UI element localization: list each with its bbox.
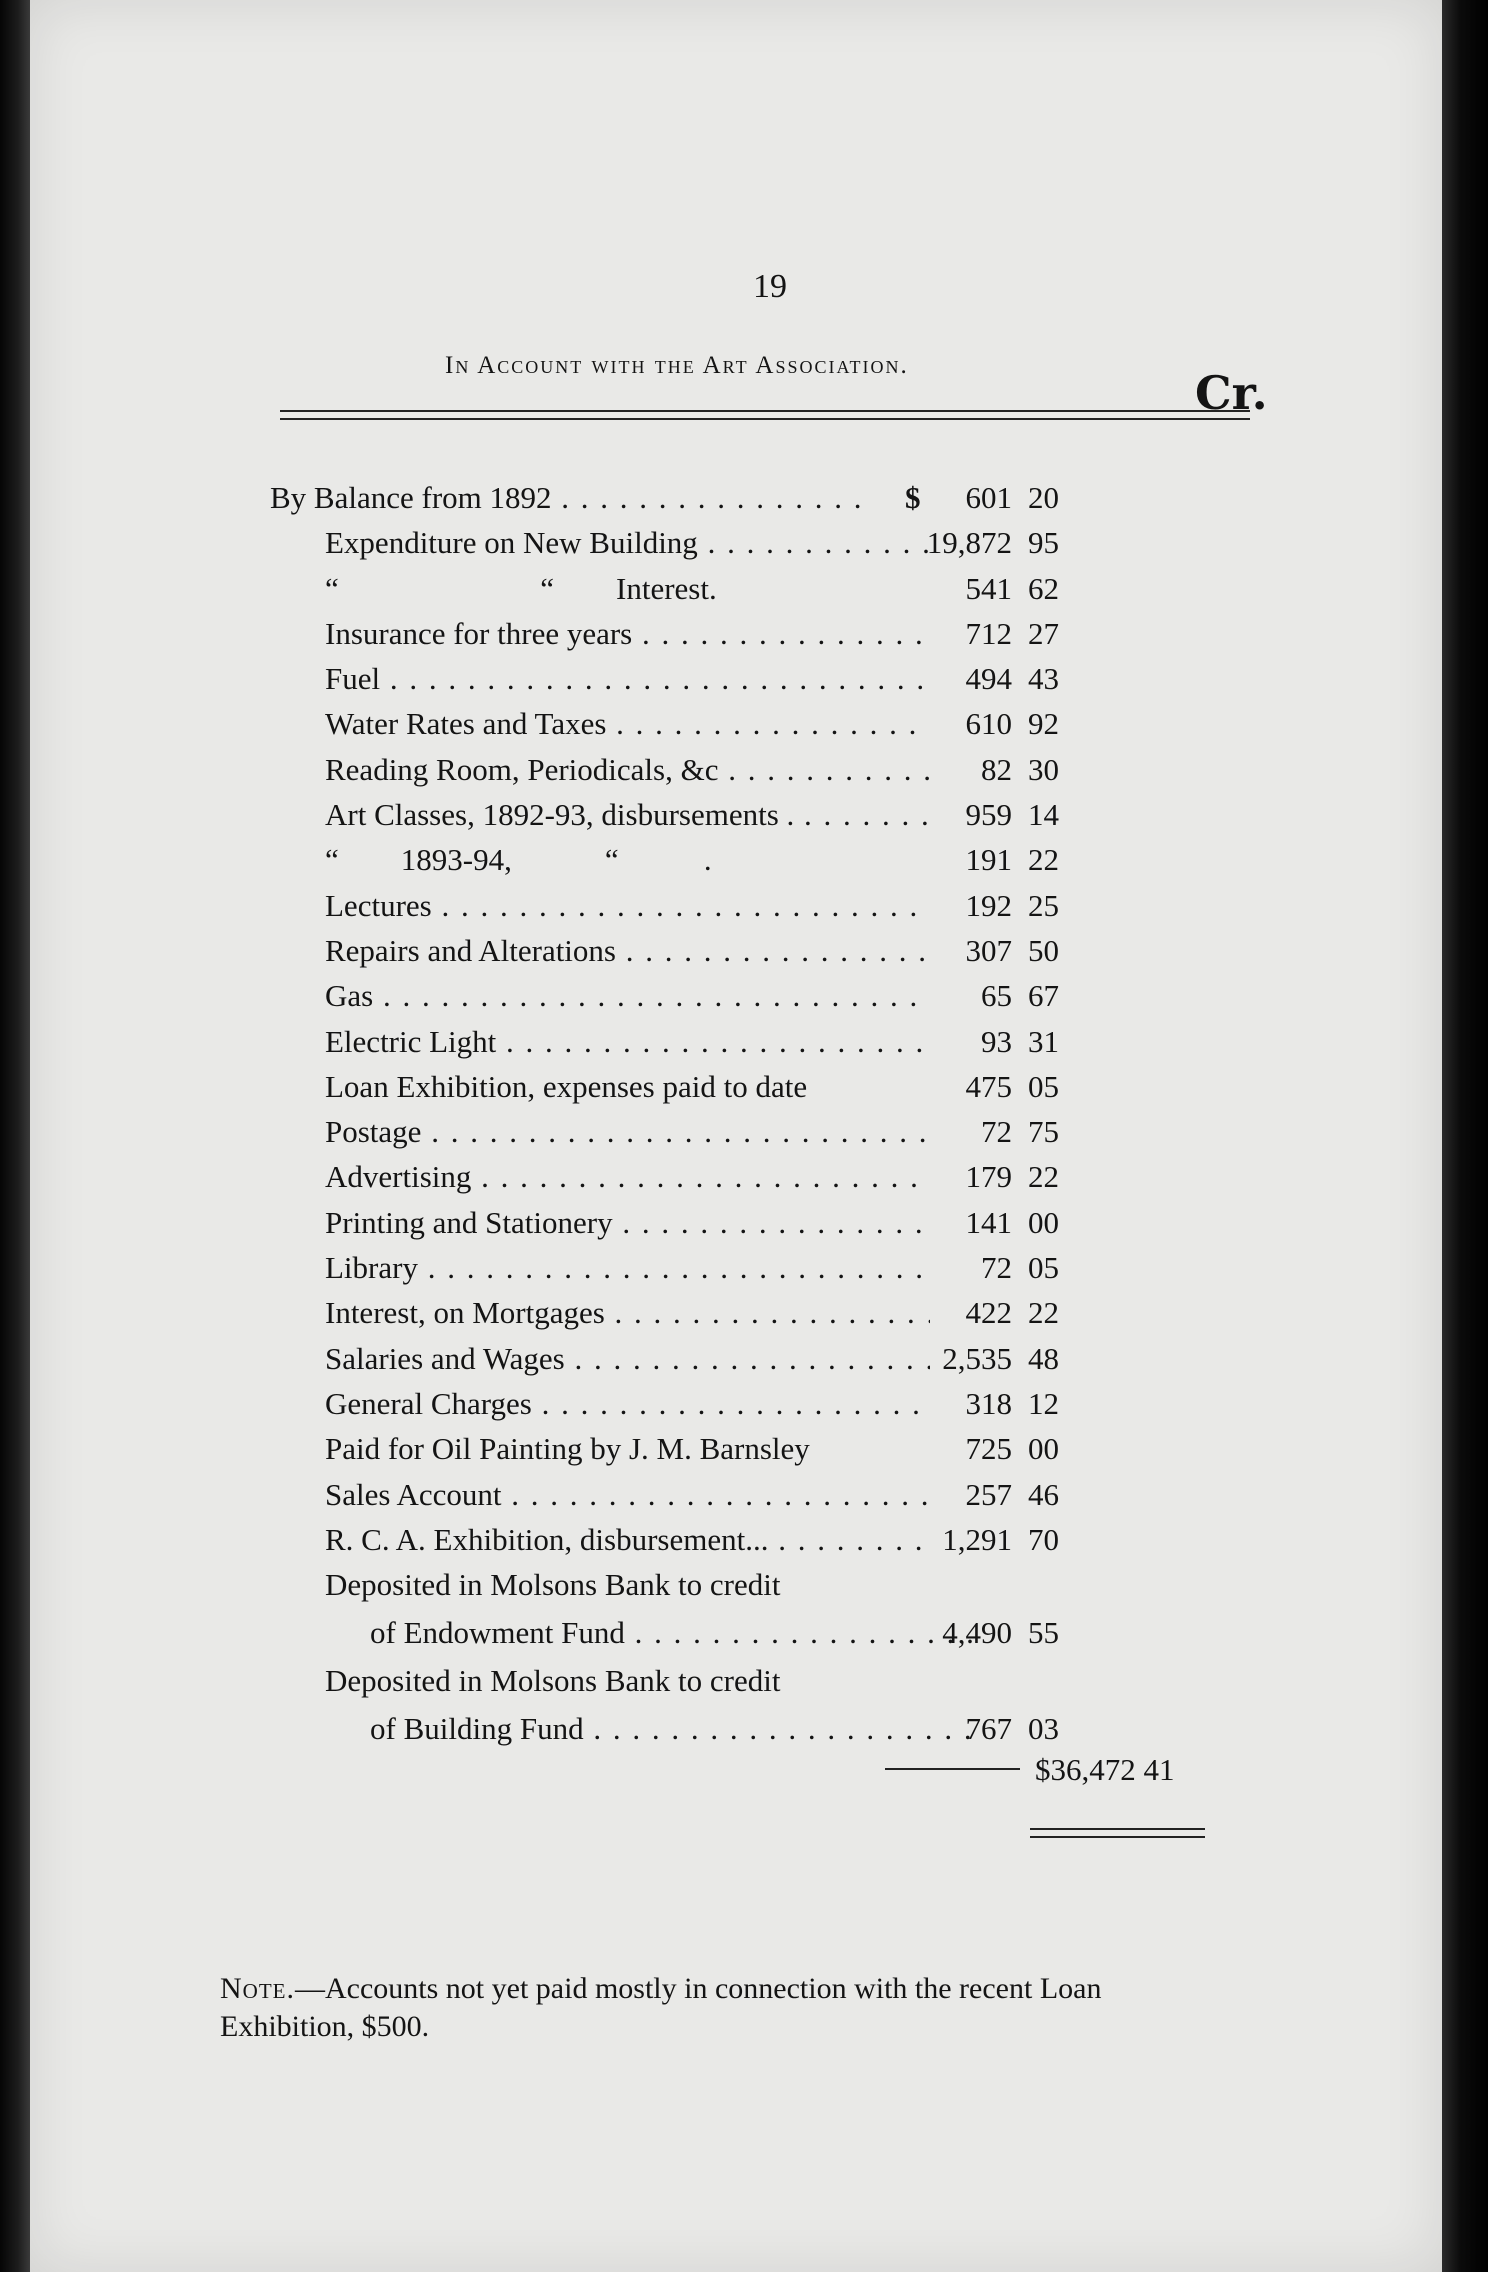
total-rule bbox=[885, 1768, 1020, 1770]
total-double-rule-top bbox=[1030, 1828, 1205, 1830]
ledger-row-cents: 25 bbox=[1028, 887, 1059, 923]
ledger-row-dollars: 93 bbox=[981, 1023, 1012, 1059]
book-cover-edge bbox=[1442, 0, 1488, 2272]
ledger-entries bbox=[270, 480, 1210, 1759]
ledger-row-cents: 05 bbox=[1028, 1068, 1059, 1104]
book-binding-edge bbox=[0, 0, 30, 2272]
ledger-row-label: Sales Account . . . bbox=[325, 1477, 930, 1513]
ledger-row-cents: 46 bbox=[1028, 1476, 1059, 1512]
ledger-row bbox=[270, 616, 1210, 661]
ledger-row-dollars: 475 bbox=[965, 1068, 1012, 1104]
ledger-row-label: “ 1893-94, “ . bbox=[325, 842, 712, 878]
ledger-row bbox=[270, 1431, 1210, 1476]
ledger-row-dollars: 601 bbox=[965, 480, 1012, 515]
ledger-row bbox=[270, 1114, 1210, 1159]
ledger-row bbox=[270, 571, 1210, 616]
ledger-row-cents: 43 bbox=[1028, 661, 1059, 697]
ledger-row-label: Water Rates and Taxes . . . bbox=[325, 706, 930, 742]
ledger-row-dollars: 318 bbox=[965, 1385, 1012, 1421]
ledger-row-dollars: 65 bbox=[981, 978, 1012, 1014]
ledger-row-cents: 22 bbox=[1028, 842, 1059, 878]
ledger-row-dollars: 2,535 bbox=[942, 1340, 1012, 1376]
ledger-row-dollars: 141 bbox=[965, 1204, 1012, 1240]
ledger-row-label: By Balance from 1892 . . . bbox=[270, 480, 875, 516]
ledger-row bbox=[270, 1159, 1210, 1204]
ledger-row-label: Deposited in Molsons Bank to credit bbox=[325, 1567, 781, 1603]
ledger-row-cents: 67 bbox=[1028, 978, 1059, 1014]
ledger-row-dollars: 192 bbox=[965, 887, 1012, 923]
ledger-row bbox=[270, 1295, 1210, 1340]
ledger-row-dollars: 725 bbox=[965, 1431, 1012, 1467]
ledger-row-dollars: 72 bbox=[981, 1250, 1012, 1286]
ledger-row-label: Loan Exhibition, expenses paid to date bbox=[325, 1068, 808, 1104]
ledger-row-cents: 55 bbox=[1028, 1615, 1059, 1651]
ledger-row bbox=[270, 752, 1210, 797]
ledger-row-label: Library . . . bbox=[325, 1250, 930, 1286]
ledger-row-dollars: 82 bbox=[981, 751, 1012, 787]
ledger-row bbox=[270, 480, 1210, 525]
ledger-row-cents: 20 bbox=[1028, 480, 1059, 515]
ledger-row-dollars: 959 bbox=[965, 797, 1012, 833]
footnote-text: —Accounts not yet paid mostly in connection with the recent Loan Exhibition, $500. bbox=[220, 1972, 1102, 2043]
ledger-row bbox=[270, 842, 1210, 887]
ledger-row-cents: 05 bbox=[1028, 1250, 1059, 1286]
ledger-row bbox=[270, 797, 1210, 842]
ledger-row-cents: 50 bbox=[1028, 932, 1059, 968]
ledger-row-label: Fuel . . . bbox=[325, 661, 930, 697]
ledger-row bbox=[270, 1663, 1210, 1711]
ledger-row-cents: 31 bbox=[1028, 1023, 1059, 1059]
ledger-row-label: Interest, on Mortgages . . . bbox=[325, 1295, 930, 1331]
ledger-row-label: “ “ Interest. bbox=[325, 570, 717, 606]
ledger-row-label: of Building Fund . . . bbox=[370, 1711, 975, 1747]
ledger-row-label: Reading Room, Periodicals, &c . . . bbox=[325, 752, 930, 788]
ledger-row-cents: 95 bbox=[1028, 525, 1059, 561]
ledger-row bbox=[270, 1341, 1210, 1386]
account-heading: In Account with the Art Association. bbox=[445, 352, 909, 379]
ledger-row-cents: 92 bbox=[1028, 706, 1059, 742]
ledger-row-cents: 00 bbox=[1028, 1204, 1059, 1240]
ledger-row-currency: $ bbox=[905, 480, 921, 515]
ledger-row-dollars: 422 bbox=[965, 1295, 1012, 1331]
ledger-row-label: R. C. A. Exhibition, disbursement... . . . bbox=[325, 1522, 930, 1558]
ledger-row bbox=[270, 978, 1210, 1023]
ledger-row-label: Electric Light . . . bbox=[325, 1024, 930, 1060]
ledger-row bbox=[270, 1522, 1210, 1567]
ledger-row-cents: 22 bbox=[1028, 1159, 1059, 1195]
ledger-row bbox=[270, 933, 1210, 978]
ledger-row-label: General Charges . . . bbox=[325, 1386, 930, 1422]
ledger-row-cents: 00 bbox=[1028, 1431, 1059, 1467]
ledger-row-cents: 75 bbox=[1028, 1114, 1059, 1150]
ledger-row-label: Expenditure on New Building . . . bbox=[325, 525, 930, 561]
ledger-row-dollars: 191 bbox=[965, 842, 1012, 878]
ledger-row bbox=[270, 1615, 1210, 1663]
ledger-row-label: Postage . . . bbox=[325, 1114, 930, 1150]
ledger-row-cents: 03 bbox=[1028, 1711, 1059, 1747]
ledger-row-dollars: 610 bbox=[965, 706, 1012, 742]
ledger-row-label: Paid for Oil Painting by J. M. Barnsley bbox=[325, 1431, 810, 1467]
ledger-row-dollars: 19,872 bbox=[926, 525, 1012, 561]
total-double-rule-bottom bbox=[1030, 1836, 1205, 1838]
ledger-row bbox=[270, 525, 1210, 570]
ledger-row-label: Deposited in Molsons Bank to credit bbox=[325, 1663, 781, 1699]
ledger-row-label: Advertising . . . bbox=[325, 1159, 930, 1195]
credit-side-label: Cr. bbox=[1195, 366, 1268, 420]
ledger-row-label: Printing and Stationery . . . bbox=[325, 1205, 930, 1241]
ledger-row bbox=[270, 1024, 1210, 1069]
ledger-row-label: Salaries and Wages . . . bbox=[325, 1341, 930, 1377]
ledger-row-cents: 14 bbox=[1028, 797, 1059, 833]
ledger-row-dollars: 307 bbox=[965, 932, 1012, 968]
ledger-row-cents: 70 bbox=[1028, 1521, 1059, 1557]
ledger-row bbox=[270, 661, 1210, 706]
ledger-row-cents: 48 bbox=[1028, 1340, 1059, 1376]
ledger-row-dollars: 767 bbox=[965, 1711, 1012, 1747]
ledger-row bbox=[270, 1205, 1210, 1250]
ledger-row-dollars: 712 bbox=[965, 615, 1012, 651]
ledger-row-dollars: 179 bbox=[965, 1159, 1012, 1195]
ledger-row-dollars: 4,490 bbox=[942, 1615, 1012, 1651]
ledger-row bbox=[270, 1386, 1210, 1431]
ledger-row-dollars: 541 bbox=[965, 570, 1012, 606]
ledger-row-label: Gas . . . bbox=[325, 978, 930, 1014]
ledger-row bbox=[270, 1477, 1210, 1522]
footnote-title: Note. bbox=[220, 1972, 295, 2005]
footnote bbox=[220, 1970, 1210, 2046]
ledger-row-cents: 22 bbox=[1028, 1295, 1059, 1331]
ledger-row-label: Lectures . . . bbox=[325, 888, 930, 924]
ledger-row-dollars: 72 bbox=[981, 1114, 1012, 1150]
ledger-row-cents: 27 bbox=[1028, 615, 1059, 651]
ledger-row-cents: 62 bbox=[1028, 570, 1059, 606]
ledger-row bbox=[270, 706, 1210, 751]
ledger-row-cents: 30 bbox=[1028, 751, 1059, 787]
ledger-row-label: of Endowment Fund . . . bbox=[370, 1615, 975, 1651]
ledger-row bbox=[270, 1250, 1210, 1295]
ledger-row bbox=[270, 888, 1210, 933]
heading-rule-bottom bbox=[280, 418, 1250, 420]
heading-rule-top bbox=[280, 410, 1250, 412]
ledger-row-dollars: 494 bbox=[965, 661, 1012, 697]
ledger-total: $36,472 41 bbox=[1035, 1752, 1175, 1787]
ledger-row-dollars: 257 bbox=[965, 1476, 1012, 1512]
ledger-row-dollars: 1,291 bbox=[942, 1521, 1012, 1557]
page-number: 19 bbox=[753, 268, 787, 305]
ledger-row-label: Repairs and Alterations . . . bbox=[325, 933, 930, 969]
ledger-row bbox=[270, 1069, 1210, 1114]
ledger-row bbox=[270, 1567, 1210, 1615]
ledger-row-cents: 12 bbox=[1028, 1385, 1059, 1421]
ledger-row-label: Art Classes, 1892-93, disbursements . . . . bbox=[325, 797, 930, 833]
ledger-row-label: Insurance for three years . . . bbox=[325, 616, 930, 652]
